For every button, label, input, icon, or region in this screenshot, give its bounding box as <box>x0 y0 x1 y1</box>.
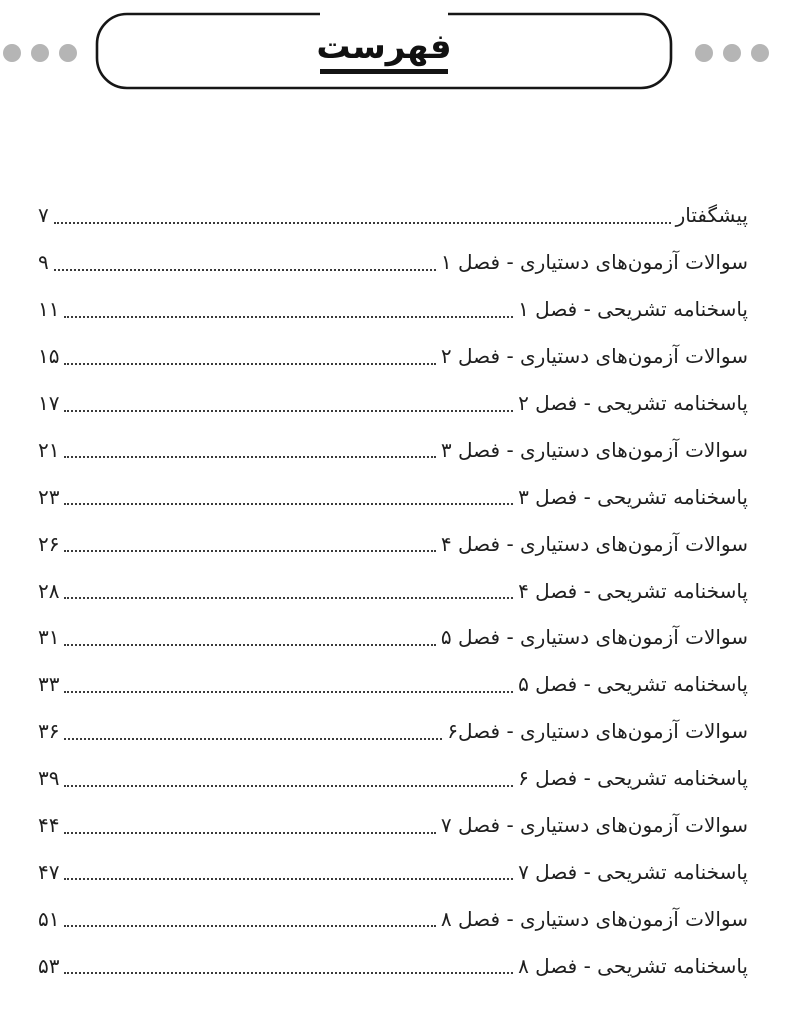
dots-left <box>3 44 77 62</box>
toc-list <box>38 192 748 989</box>
dot-leader <box>64 770 513 787</box>
toc-row <box>38 895 748 942</box>
toc-entry-page: ۲۶ <box>38 531 60 556</box>
toc-row <box>38 755 748 802</box>
toc-row <box>38 942 748 989</box>
dot-icon <box>59 44 77 62</box>
dot-leader <box>64 817 435 834</box>
toc-row <box>38 848 748 895</box>
toc-entry-page: ۵۱ <box>38 906 60 931</box>
toc-entry-label: سوالات آزمون‌های دستیاری - فصل ۲ <box>440 344 748 369</box>
dot-icon <box>723 44 741 62</box>
toc-entry-label: سوالات آزمون‌های دستیاری - فصل۶ <box>447 719 748 744</box>
dot-leader <box>64 676 513 693</box>
dot-leader <box>64 957 513 974</box>
toc-entry-label: سوالات آزمون‌های دستیاری - فصل ۴ <box>440 531 748 556</box>
toc-row <box>38 661 748 708</box>
toc-entry-page: ۳۱ <box>38 625 60 650</box>
dot-leader <box>64 488 513 505</box>
toc-entry-label: پاسخنامه تشریحی - فصل ۸ <box>518 953 748 978</box>
toc-row <box>38 380 748 427</box>
toc-row <box>38 333 748 380</box>
toc-row <box>38 520 748 567</box>
dot-leader <box>54 254 436 271</box>
toc-entry-label: پاسخنامه تشریحی - فصل ۲ <box>518 391 748 415</box>
dot-leader <box>64 629 435 646</box>
toc-entry-page: ۱۱ <box>38 297 60 322</box>
page-header <box>0 0 788 104</box>
dot-icon <box>3 44 21 62</box>
toc-entry-page: ۴۷ <box>38 859 60 884</box>
dot-leader <box>64 723 442 740</box>
toc-entry-label: سوالات آزمون‌های دستیاری - فصل ۳ <box>440 437 748 462</box>
toc-entry-label: پاسخنامه تشریحی - فصل ۴ <box>518 578 748 603</box>
dot-leader <box>64 582 513 599</box>
toc-row <box>38 192 748 239</box>
toc-row <box>38 567 748 614</box>
toc-row <box>38 426 748 473</box>
toc-entry-page: ۱۵ <box>38 344 60 369</box>
dot-leader <box>64 301 513 318</box>
dot-leader <box>64 910 435 927</box>
dot-leader <box>64 395 513 412</box>
toc-entry-page: ۳۳ <box>38 672 60 697</box>
toc-entry-label: سوالات آزمون‌های دستیاری - فصل ۵ <box>440 625 748 650</box>
toc-row <box>38 286 748 333</box>
dots-right <box>695 44 769 62</box>
toc-row <box>38 473 748 520</box>
page-title-text: فهرست <box>316 27 452 67</box>
toc-entry-page: ۲۸ <box>38 578 60 603</box>
toc-entry-page: ۹ <box>38 250 49 275</box>
dot-icon <box>695 44 713 62</box>
toc-row <box>38 239 748 286</box>
toc-entry-page: ۱۷ <box>38 391 60 415</box>
toc-entry-page: ۴۴ <box>38 813 60 838</box>
toc-entry-label: سوالات آزمون‌های دستیاری - فصل ۱ <box>440 250 748 275</box>
toc-row <box>38 802 748 849</box>
dot-leader <box>64 535 435 552</box>
page-title <box>316 3 452 74</box>
toc-entry-label: سوالات آزمون‌های دستیاری - فصل ۸ <box>440 906 748 931</box>
toc-entry-label: پاسخنامه تشریحی - فصل ۶ <box>518 766 748 791</box>
toc-entry-page: ۳۶ <box>38 719 60 744</box>
toc-entry-page: ۲۳ <box>38 484 60 509</box>
dot-leader <box>64 348 435 365</box>
toc-entry-page: ۲۱ <box>38 437 60 462</box>
toc-entry-label: سوالات آزمون‌های دستیاری - فصل ۷ <box>440 813 748 838</box>
toc-entry-label: پاسخنامه تشریحی - فصل ۵ <box>518 672 748 697</box>
toc-row <box>38 614 748 661</box>
toc-entry-label: پاسخنامه تشریحی - فصل ۳ <box>518 484 748 509</box>
toc-entry-label: پاسخنامه تشریحی - فصل ۱ <box>518 297 748 322</box>
toc-entry-label: پیشگفتار <box>675 203 748 228</box>
toc-entry-label: پاسخنامه تشریحی - فصل ۷ <box>518 859 748 884</box>
dot-icon <box>31 44 49 62</box>
toc-entry-page: ۵۳ <box>38 953 60 978</box>
toc-entry-page: ۳۹ <box>38 766 60 791</box>
dot-leader <box>54 207 671 224</box>
dot-leader <box>64 863 513 880</box>
dot-leader <box>64 441 435 458</box>
toc-entry-page: ۷ <box>38 203 49 228</box>
toc-row <box>38 708 748 755</box>
dot-icon <box>751 44 769 62</box>
